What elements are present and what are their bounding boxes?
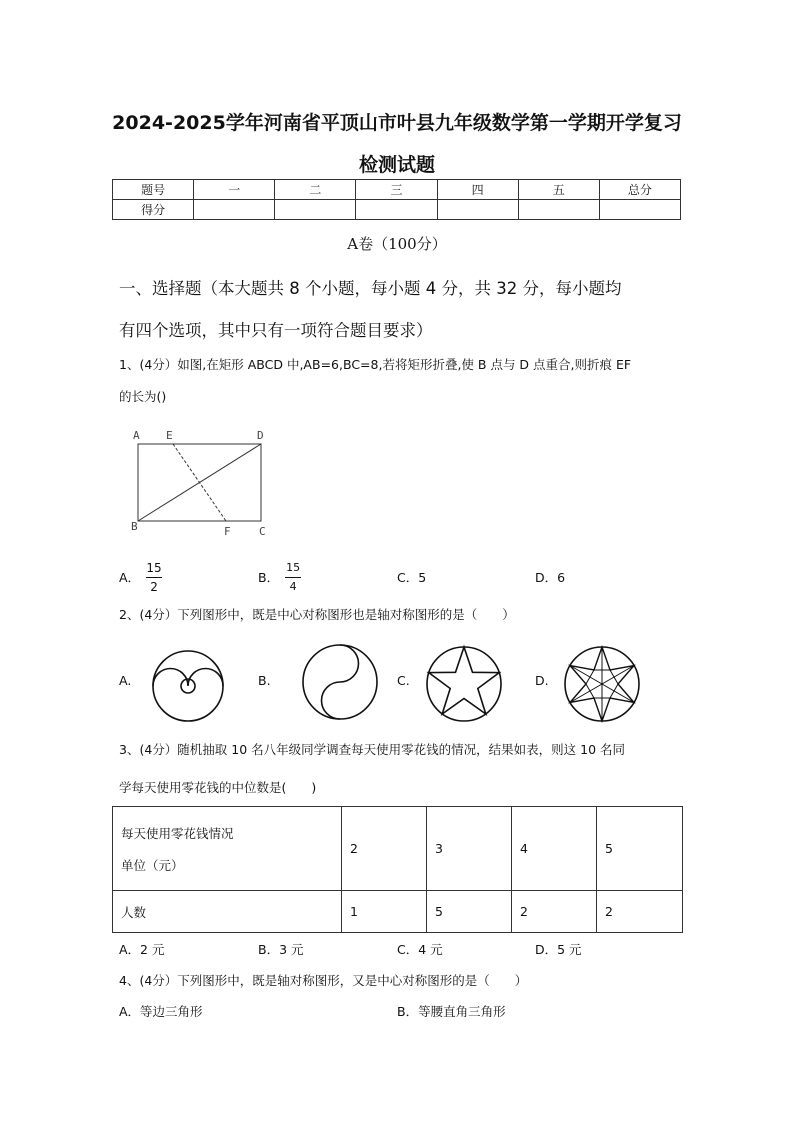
- score-input-cell[interactable]: [437, 200, 518, 220]
- rectangle-fold-figure: [125, 424, 285, 544]
- fraction-denominator: 4: [289, 579, 297, 593]
- label-b: B: [131, 520, 138, 533]
- q2-option-a-label[interactable]: A.: [119, 673, 132, 688]
- star-in-circle-figure: [424, 644, 504, 724]
- table-cell: 2: [597, 891, 683, 933]
- table-cell: 3: [427, 807, 512, 891]
- score-input-cell[interactable]: [356, 200, 437, 220]
- question-3-text-line2: 学每天使用零花钱的中位数是( ): [119, 780, 317, 795]
- fraction-numerator: 15: [146, 560, 162, 575]
- table-cell: 1: [342, 891, 427, 933]
- option-letter: D．: [535, 570, 558, 585]
- table-cell: 5: [427, 891, 512, 933]
- table-row-header: 人数: [113, 891, 342, 933]
- score-input-cell[interactable]: [599, 200, 680, 220]
- q3-option-d[interactable]: D．5 元: [535, 942, 582, 957]
- pocket-money-table: [112, 806, 683, 933]
- label-a: A: [133, 429, 140, 442]
- q2-option-d-label[interactable]: D.: [535, 673, 549, 688]
- question-4-text: 4、(4分）下列图形中，既是轴对称图形，又是中心对称图形的是（ ）: [119, 973, 528, 988]
- section-heading-line2: 有四个选项，其中只有一项符合题目要求）: [119, 321, 433, 340]
- page-title-line1: 2024-2025学年河南省平顶山市叶县九年级数学第一学期开学复习: [112, 112, 682, 134]
- table-cell: 4: [512, 807, 597, 891]
- score-header-cell: 五: [518, 180, 599, 200]
- q3-option-b[interactable]: B．3 元: [258, 942, 304, 957]
- question-2-text: 2、(4分）下列图形中，既是中心对称图形也是轴对称图形的是（ ）: [119, 607, 515, 622]
- question-1-text-line2: 的长为(): [119, 389, 167, 404]
- q4-option-b[interactable]: B．等腰直角三角形: [397, 1004, 506, 1019]
- score-header-cell: 四: [437, 180, 518, 200]
- fraction-15-over-2: [146, 561, 162, 594]
- score-header-cell: 二: [275, 180, 356, 200]
- score-header-cell: 总分: [599, 180, 680, 200]
- fold-line-ef: [173, 444, 226, 521]
- q2-option-b-label[interactable]: B.: [258, 673, 271, 688]
- score-row-label: 得分: [113, 200, 194, 220]
- row-header-line2: 单位（元）: [121, 857, 184, 873]
- table-cell: 5: [597, 807, 683, 891]
- label-e: E: [166, 429, 173, 442]
- option-letter: A．: [119, 570, 141, 585]
- q3-option-a[interactable]: A．2 元: [119, 942, 165, 957]
- table-cell: 2: [512, 891, 597, 933]
- q1-option-d[interactable]: [535, 568, 565, 586]
- score-input-cell[interactable]: [275, 200, 356, 220]
- table-row: [113, 891, 683, 933]
- section-heading-line1: 一、选择题（本大题共 8 个小题，每小题 4 分，共 32 分，每小题均: [119, 279, 622, 298]
- option-letter: B．: [258, 570, 280, 585]
- q2-option-c-label[interactable]: C.: [397, 673, 410, 688]
- option-value: 5: [418, 570, 427, 585]
- option-letter: C．: [397, 570, 419, 585]
- score-header-cell: 一: [194, 180, 275, 200]
- table-cell: 2: [342, 807, 427, 891]
- fraction-denominator: 2: [150, 579, 158, 594]
- score-input-cell[interactable]: [194, 200, 275, 220]
- q1-option-a[interactable]: [119, 560, 162, 594]
- page-title-line2: 检测试题: [358, 154, 435, 176]
- table-row: [113, 807, 683, 891]
- q1-option-b[interactable]: [258, 560, 301, 594]
- paper-label: A卷（100分）: [347, 235, 447, 253]
- score-table-score-row: [113, 200, 681, 220]
- q1-option-c[interactable]: [397, 568, 426, 586]
- label-f: F: [224, 525, 231, 538]
- yin-yang-figure: [300, 642, 380, 722]
- q4-option-a[interactable]: A．等边三角形: [119, 1004, 203, 1019]
- table-row-header: [113, 807, 342, 891]
- fraction-numerator: 15: [286, 560, 301, 574]
- label-d: D: [257, 429, 264, 442]
- score-header-cell: 三: [356, 180, 437, 200]
- score-table-header-row: [113, 180, 681, 200]
- score-table: [112, 179, 681, 220]
- hexagram-flower-figure: [562, 644, 642, 724]
- row-header-line1: 每天使用零花钱情况: [121, 825, 234, 841]
- label-c: C: [259, 525, 266, 538]
- score-header-cell: 题号: [113, 180, 194, 200]
- circle-with-arcs-figure: [150, 648, 226, 724]
- fraction-15-over-4: [285, 561, 301, 594]
- question-1-text-line1: 1、(4分）如图,在矩形 ABCD 中,AB=6,BC=8,若将矩形折叠,使 B 点与 D 点重合,则折痕 EF: [119, 357, 632, 372]
- option-value: 6: [557, 570, 566, 585]
- score-input-cell[interactable]: [518, 200, 599, 220]
- question-3-text-line1: 3、(4分）随机抽取 10 名八年级同学调查每天使用零花钱的情况，结果如表，则这 10 名同: [119, 742, 625, 757]
- q3-option-c[interactable]: C．4 元: [397, 942, 443, 957]
